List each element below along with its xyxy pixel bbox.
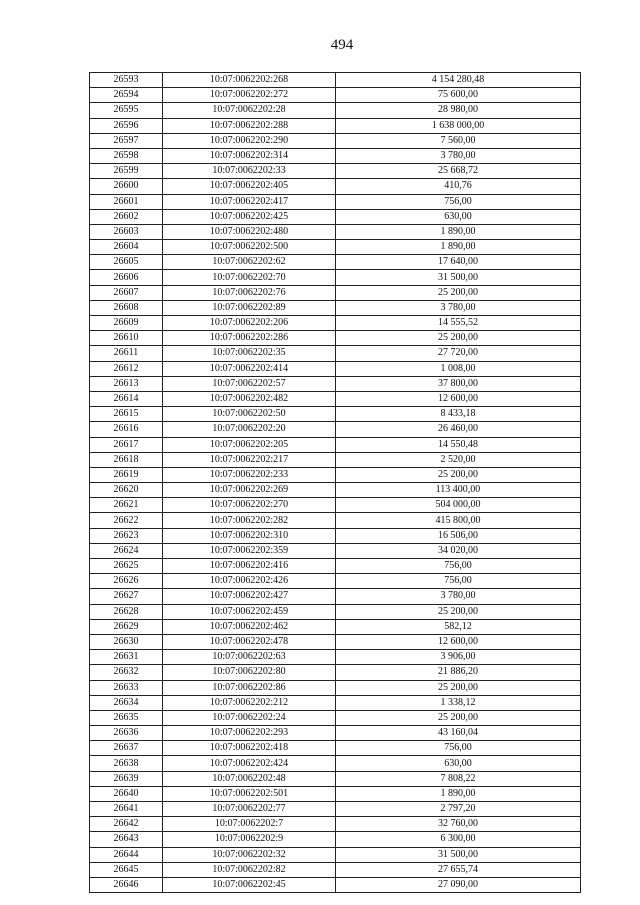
amount-cell: 630,00: [336, 209, 581, 224]
row-number-cell: 26624: [90, 543, 163, 558]
amount-cell: 1 338,12: [336, 695, 581, 710]
cadastral-number-cell: 10:07:0062202:359: [163, 543, 336, 558]
row-number-cell: 26602: [90, 209, 163, 224]
amount-cell: 25 200,00: [336, 467, 581, 482]
table-row: [90, 133, 581, 148]
row-number-cell: 26605: [90, 255, 163, 270]
cadastral-number-cell: 10:07:0062202:480: [163, 224, 336, 239]
row-number-cell: 26604: [90, 240, 163, 255]
cadastral-number-cell: 10:07:0062202:424: [163, 756, 336, 771]
row-number-cell: 26609: [90, 316, 163, 331]
cadastral-number-cell: 10:07:0062202:233: [163, 467, 336, 482]
row-number-cell: 26599: [90, 164, 163, 179]
row-number-cell: 26613: [90, 376, 163, 391]
cadastral-number-cell: 10:07:0062202:286: [163, 331, 336, 346]
cadastral-number-cell: 10:07:0062202:418: [163, 741, 336, 756]
row-number-cell: 26615: [90, 407, 163, 422]
row-number-cell: 26628: [90, 604, 163, 619]
amount-cell: 7 560,00: [336, 133, 581, 148]
table-row: [90, 832, 581, 847]
cadastral-number-cell: 10:07:0062202:426: [163, 574, 336, 589]
row-number-cell: 26595: [90, 103, 163, 118]
cadastral-number-cell: 10:07:0062202:76: [163, 285, 336, 300]
row-number-cell: 26618: [90, 452, 163, 467]
row-number-cell: 26646: [90, 877, 163, 892]
amount-cell: 27 655,74: [336, 862, 581, 877]
cadastral-number-cell: 10:07:0062202:212: [163, 695, 336, 710]
cadastral-number-cell: 10:07:0062202:405: [163, 179, 336, 194]
cadastral-number-cell: 10:07:0062202:24: [163, 710, 336, 725]
amount-cell: 21 886,20: [336, 665, 581, 680]
amount-cell: 1 890,00: [336, 786, 581, 801]
amount-cell: 75 600,00: [336, 88, 581, 103]
table-row: [90, 73, 581, 88]
cadastral-number-cell: 10:07:0062202:7: [163, 817, 336, 832]
cadastral-number-cell: 10:07:0062202:310: [163, 528, 336, 543]
cadastral-number-cell: 10:07:0062202:293: [163, 726, 336, 741]
table-row: [90, 574, 581, 589]
cadastral-number-cell: 10:07:0062202:459: [163, 604, 336, 619]
table-row: [90, 346, 581, 361]
row-number-cell: 26644: [90, 847, 163, 862]
amount-cell: 410,76: [336, 179, 581, 194]
table-row: [90, 209, 581, 224]
amount-cell: 25 200,00: [336, 604, 581, 619]
amount-cell: 25 668,72: [336, 164, 581, 179]
table-row: [90, 240, 581, 255]
row-number-cell: 26640: [90, 786, 163, 801]
cadastral-number-cell: 10:07:0062202:50: [163, 407, 336, 422]
cadastral-number-cell: 10:07:0062202:414: [163, 361, 336, 376]
cadastral-number-cell: 10:07:0062202:478: [163, 634, 336, 649]
cadastral-number-cell: 10:07:0062202:20: [163, 422, 336, 437]
cadastral-number-cell: 10:07:0062202:282: [163, 513, 336, 528]
amount-cell: 27 720,00: [336, 346, 581, 361]
amount-cell: 415 800,00: [336, 513, 581, 528]
table-row: [90, 498, 581, 513]
table-row: [90, 103, 581, 118]
cadastral-number-cell: 10:07:0062202:80: [163, 665, 336, 680]
table-row: [90, 619, 581, 634]
cadastral-number-cell: 10:07:0062202:86: [163, 680, 336, 695]
row-number-cell: 26629: [90, 619, 163, 634]
table-row: [90, 756, 581, 771]
amount-cell: 25 200,00: [336, 710, 581, 725]
amount-cell: 25 200,00: [336, 680, 581, 695]
row-number-cell: 26600: [90, 179, 163, 194]
cadastral-number-cell: 10:07:0062202:217: [163, 452, 336, 467]
cadastral-number-cell: 10:07:0062202:314: [163, 148, 336, 163]
cadastral-number-cell: 10:07:0062202:70: [163, 270, 336, 285]
cadastral-number-cell: 10:07:0062202:500: [163, 240, 336, 255]
table-row: [90, 559, 581, 574]
table-row: [90, 680, 581, 695]
amount-cell: 1 890,00: [336, 224, 581, 239]
cadastral-number-cell: 10:07:0062202:48: [163, 771, 336, 786]
table-row: [90, 118, 581, 133]
table-row: [90, 665, 581, 680]
row-number-cell: 26601: [90, 194, 163, 209]
row-number-cell: 26626: [90, 574, 163, 589]
amount-cell: 756,00: [336, 194, 581, 209]
cadastral-number-cell: 10:07:0062202:272: [163, 88, 336, 103]
amount-cell: 43 160,04: [336, 726, 581, 741]
row-number-cell: 26619: [90, 467, 163, 482]
cadastral-number-cell: 10:07:0062202:28: [163, 103, 336, 118]
amount-cell: 25 200,00: [336, 331, 581, 346]
amount-cell: 25 200,00: [336, 285, 581, 300]
row-number-cell: 26621: [90, 498, 163, 513]
amount-cell: 34 020,00: [336, 543, 581, 558]
table-row: [90, 877, 581, 892]
cadastral-number-cell: 10:07:0062202:89: [163, 300, 336, 315]
row-number-cell: 26642: [90, 817, 163, 832]
amount-cell: 12 600,00: [336, 634, 581, 649]
cadastral-number-cell: 10:07:0062202:290: [163, 133, 336, 148]
row-number-cell: 26627: [90, 589, 163, 604]
table-row: [90, 771, 581, 786]
row-number-cell: 26603: [90, 224, 163, 239]
amount-cell: 17 640,00: [336, 255, 581, 270]
amount-cell: 3 780,00: [336, 148, 581, 163]
row-number-cell: 26596: [90, 118, 163, 133]
amount-cell: 8 433,18: [336, 407, 581, 422]
amount-cell: 1 008,00: [336, 361, 581, 376]
amount-cell: 4 154 280,48: [336, 73, 581, 88]
amount-cell: 14 555,52: [336, 316, 581, 331]
cadastral-number-cell: 10:07:0062202:288: [163, 118, 336, 133]
row-number-cell: 26645: [90, 862, 163, 877]
cadastral-number-cell: 10:07:0062202:206: [163, 316, 336, 331]
table-row: [90, 194, 581, 209]
row-number-cell: 26638: [90, 756, 163, 771]
cadastral-number-cell: 10:07:0062202:501: [163, 786, 336, 801]
table-row: [90, 255, 581, 270]
cadastral-number-cell: 10:07:0062202:427: [163, 589, 336, 604]
row-number-cell: 26637: [90, 741, 163, 756]
table-row: [90, 148, 581, 163]
cadastral-number-cell: 10:07:0062202:82: [163, 862, 336, 877]
amount-cell: 28 980,00: [336, 103, 581, 118]
row-number-cell: 26636: [90, 726, 163, 741]
table-row: [90, 224, 581, 239]
table-row: [90, 316, 581, 331]
cadastral-number-cell: 10:07:0062202:63: [163, 650, 336, 665]
table-row: [90, 164, 581, 179]
cadastral-number-cell: 10:07:0062202:416: [163, 559, 336, 574]
table-row: [90, 391, 581, 406]
row-number-cell: 26634: [90, 695, 163, 710]
row-number-cell: 26608: [90, 300, 163, 315]
row-number-cell: 26641: [90, 802, 163, 817]
amount-cell: 1 890,00: [336, 240, 581, 255]
row-number-cell: 26607: [90, 285, 163, 300]
row-number-cell: 26617: [90, 437, 163, 452]
table-row: [90, 437, 581, 452]
table-row: [90, 88, 581, 103]
cadastral-number-cell: 10:07:0062202:417: [163, 194, 336, 209]
amount-cell: 31 500,00: [336, 847, 581, 862]
table-row: [90, 604, 581, 619]
row-number-cell: 26622: [90, 513, 163, 528]
amount-cell: 26 460,00: [336, 422, 581, 437]
amount-cell: 7 808,22: [336, 771, 581, 786]
row-number-cell: 26593: [90, 73, 163, 88]
amount-cell: 2 797,20: [336, 802, 581, 817]
amount-cell: 756,00: [336, 741, 581, 756]
table-row: [90, 802, 581, 817]
table-row: [90, 179, 581, 194]
amount-cell: 582,12: [336, 619, 581, 634]
amount-cell: 630,00: [336, 756, 581, 771]
row-number-cell: 26614: [90, 391, 163, 406]
table-row: [90, 331, 581, 346]
table-row: [90, 741, 581, 756]
cadastral-number-cell: 10:07:0062202:45: [163, 877, 336, 892]
amount-cell: 12 600,00: [336, 391, 581, 406]
row-number-cell: 26594: [90, 88, 163, 103]
amount-cell: 1 638 000,00: [336, 118, 581, 133]
amount-cell: 3 780,00: [336, 300, 581, 315]
row-number-cell: 26598: [90, 148, 163, 163]
cadastral-number-cell: 10:07:0062202:77: [163, 802, 336, 817]
amount-cell: 32 760,00: [336, 817, 581, 832]
cadastral-number-cell: 10:07:0062202:62: [163, 255, 336, 270]
row-number-cell: 26620: [90, 483, 163, 498]
cadastral-number-cell: 10:07:0062202:9: [163, 832, 336, 847]
amount-cell: 3 780,00: [336, 589, 581, 604]
row-number-cell: 26623: [90, 528, 163, 543]
row-number-cell: 26639: [90, 771, 163, 786]
amount-cell: 37 800,00: [336, 376, 581, 391]
table-row: [90, 300, 581, 315]
table-row: [90, 270, 581, 285]
amount-cell: 2 520,00: [336, 452, 581, 467]
table-row: [90, 847, 581, 862]
amount-cell: 756,00: [336, 559, 581, 574]
table-row: [90, 634, 581, 649]
row-number-cell: 26631: [90, 650, 163, 665]
amount-cell: 3 906,00: [336, 650, 581, 665]
table-row: [90, 513, 581, 528]
cadastral-number-cell: 10:07:0062202:57: [163, 376, 336, 391]
registry-table: [89, 72, 581, 893]
cadastral-number-cell: 10:07:0062202:205: [163, 437, 336, 452]
row-number-cell: 26616: [90, 422, 163, 437]
amount-cell: 27 090,00: [336, 877, 581, 892]
table-row: [90, 726, 581, 741]
table-row: [90, 862, 581, 877]
amount-cell: 6 300,00: [336, 832, 581, 847]
table-row: [90, 710, 581, 725]
cadastral-number-cell: 10:07:0062202:33: [163, 164, 336, 179]
cadastral-number-cell: 10:07:0062202:35: [163, 346, 336, 361]
row-number-cell: 26612: [90, 361, 163, 376]
cadastral-number-cell: 10:07:0062202:462: [163, 619, 336, 634]
cadastral-number-cell: 10:07:0062202:32: [163, 847, 336, 862]
table-row: [90, 528, 581, 543]
row-number-cell: 26597: [90, 133, 163, 148]
row-number-cell: 26632: [90, 665, 163, 680]
amount-cell: 113 400,00: [336, 483, 581, 498]
amount-cell: 14 550,48: [336, 437, 581, 452]
cadastral-number-cell: 10:07:0062202:270: [163, 498, 336, 513]
table-row: [90, 422, 581, 437]
row-number-cell: 26635: [90, 710, 163, 725]
table-row: [90, 589, 581, 604]
table-row: [90, 452, 581, 467]
registry-table-body: [90, 73, 581, 893]
amount-cell: 16 506,00: [336, 528, 581, 543]
amount-cell: 31 500,00: [336, 270, 581, 285]
table-row: [90, 650, 581, 665]
cadastral-number-cell: 10:07:0062202:269: [163, 483, 336, 498]
table-row: [90, 786, 581, 801]
table-row: [90, 361, 581, 376]
row-number-cell: 26606: [90, 270, 163, 285]
page-number: 494: [330, 37, 354, 53]
row-number-cell: 26643: [90, 832, 163, 847]
table-row: [90, 467, 581, 482]
table-row: [90, 695, 581, 710]
row-number-cell: 26611: [90, 346, 163, 361]
amount-cell: 756,00: [336, 574, 581, 589]
row-number-cell: 26625: [90, 559, 163, 574]
amount-cell: 504 000,00: [336, 498, 581, 513]
table-row: [90, 407, 581, 422]
table-row: [90, 285, 581, 300]
table-row: [90, 543, 581, 558]
cadastral-number-cell: 10:07:0062202:268: [163, 73, 336, 88]
row-number-cell: 26630: [90, 634, 163, 649]
cadastral-number-cell: 10:07:0062202:425: [163, 209, 336, 224]
table-row: [90, 817, 581, 832]
table-row: [90, 376, 581, 391]
row-number-cell: 26633: [90, 680, 163, 695]
table-row: [90, 483, 581, 498]
row-number-cell: 26610: [90, 331, 163, 346]
cadastral-number-cell: 10:07:0062202:482: [163, 391, 336, 406]
